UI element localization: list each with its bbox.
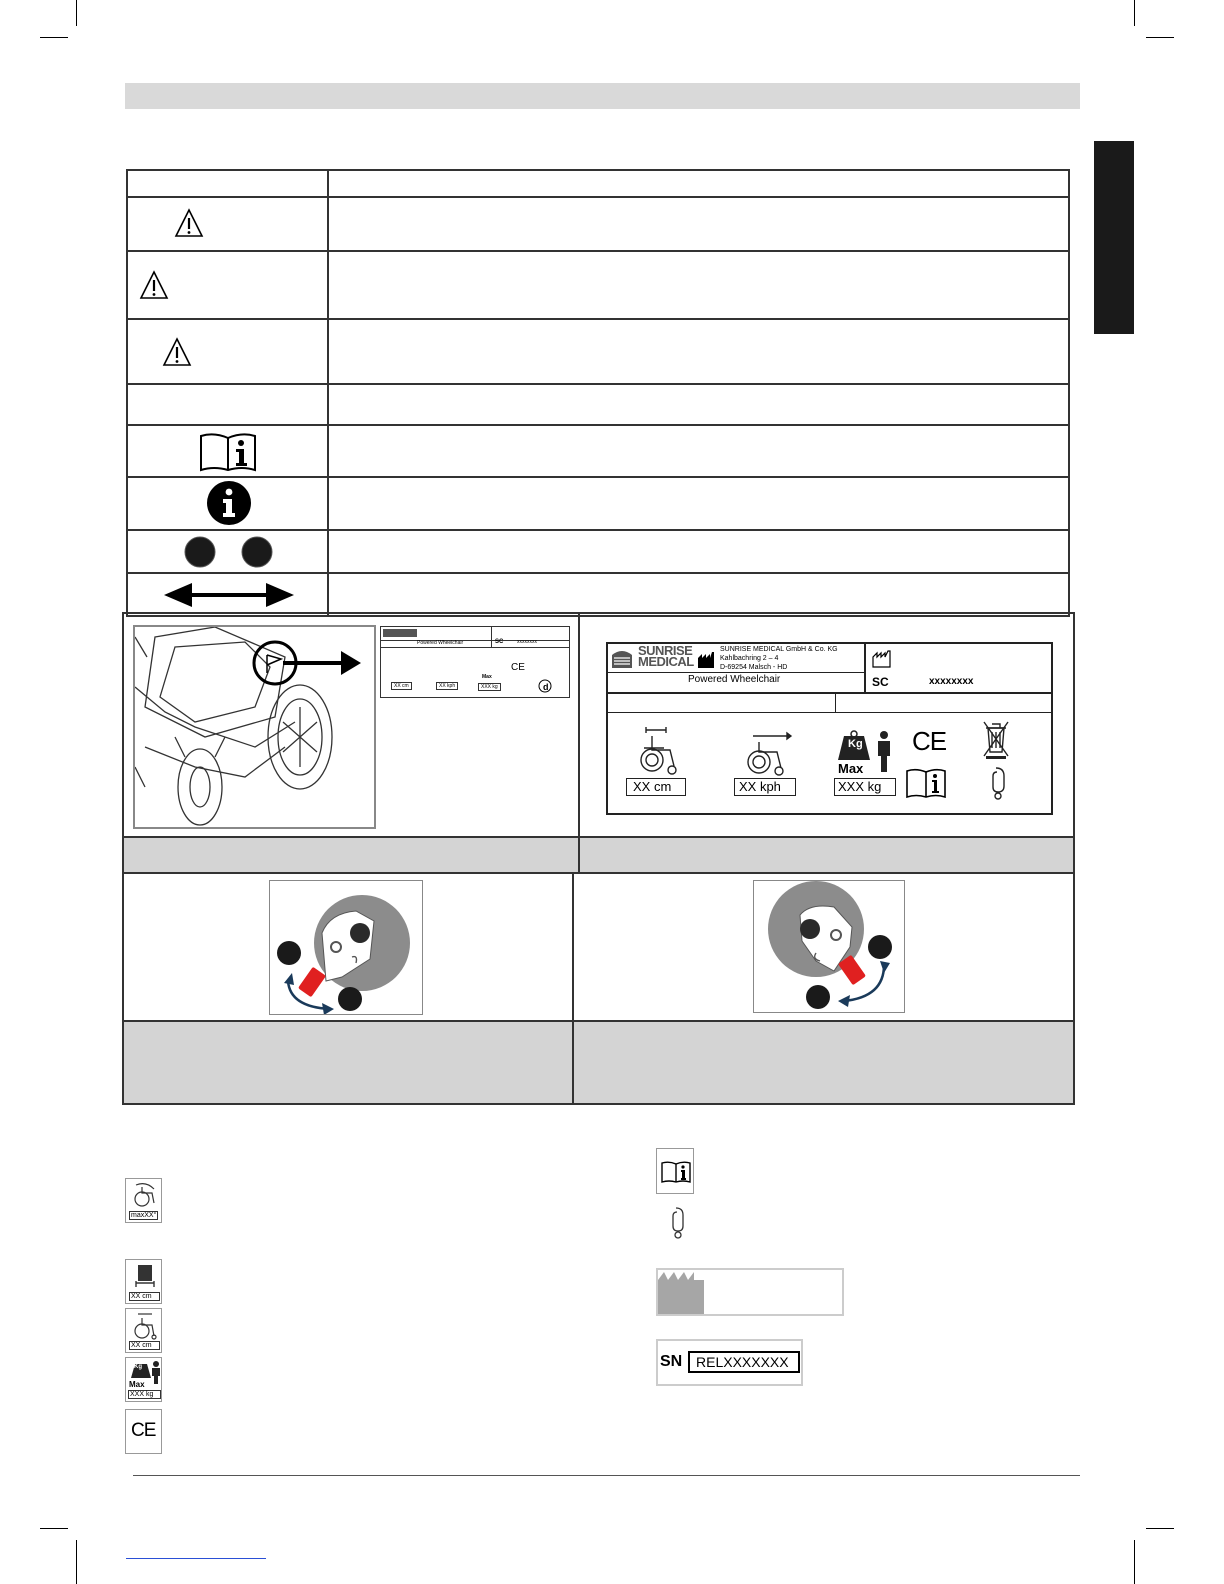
legend-wheelchair-width: [125, 1308, 162, 1353]
legend-max-slope: [125, 1178, 162, 1223]
brake-lever-right-illustration: [753, 880, 905, 1013]
max-label: Max: [482, 674, 492, 680]
width-value: XX cm: [626, 778, 686, 796]
crop-mark: [76, 0, 77, 26]
sc-value: xxxxxxxx: [517, 639, 537, 645]
manufacture-date-icon: [872, 650, 892, 668]
brake-lever-left-illustration: [269, 880, 423, 1015]
double-arrow-icon: [164, 582, 294, 608]
arrow-right-icon: [283, 648, 363, 678]
crop-mark: [40, 1528, 68, 1529]
ce-mark: CE: [912, 726, 947, 756]
legend-read-manual: [656, 1148, 694, 1194]
read-manual-icon: [906, 768, 946, 798]
product-name: Powered Wheelchair: [417, 640, 464, 646]
crop-mark: [1146, 37, 1174, 38]
width-value: XX cm: [391, 682, 412, 690]
figure-caption-strip: [122, 836, 580, 874]
warning-triangle-icon: [162, 337, 192, 367]
ce-mark: CE: [511, 662, 525, 673]
brand-logo: [383, 629, 417, 637]
read-manual-icon: [199, 432, 257, 472]
large-id-label: [606, 642, 1053, 815]
seat-width-caption: XX cm: [129, 1292, 160, 1301]
brand-line-1: SUNRISE: [638, 643, 693, 658]
max-slope-icon: [132, 1183, 158, 1209]
brake-lever-figure: [122, 872, 1075, 1022]
table-row: [127, 425, 1069, 477]
crash-test-hook-icon: [986, 766, 1010, 800]
symbols-table: [126, 169, 1070, 617]
manufacturer-factory-icon: [698, 652, 716, 668]
sn-label: SN: [660, 1353, 683, 1370]
kg-label: Kg: [848, 738, 863, 750]
crash-test-hook-icon: [668, 1206, 688, 1240]
info-circle-icon: [206, 480, 252, 526]
max-label: Max: [129, 1380, 145, 1389]
small-id-label: [380, 626, 570, 698]
footer-link[interactable]: [126, 1558, 266, 1559]
table-row: [127, 573, 1069, 616]
seat-width-icon: [134, 1263, 156, 1289]
section-header-bar: [125, 83, 1080, 109]
footer-rule: [133, 1475, 1080, 1476]
serial-number-box: [656, 1339, 803, 1386]
manufacturer-street: Kahlbachring 2 – 4: [720, 655, 779, 662]
manufacturer-name: SUNRISE MEDICAL GmbH & Co. KG: [720, 646, 838, 653]
warning-triangle-icon: [139, 270, 169, 300]
figure-divider: [578, 612, 580, 874]
crop-mark: [76, 1540, 77, 1584]
wheelchair-width-caption: XX cm: [129, 1341, 160, 1350]
table-row: [127, 384, 1069, 425]
product-name: Powered Wheelchair: [688, 674, 781, 685]
sc-label: SC: [872, 675, 889, 689]
legend-ce-mark: [125, 1409, 162, 1454]
table-row: [127, 197, 1069, 251]
speed-value: XX kph: [436, 682, 458, 690]
language-side-tab: [1094, 141, 1134, 334]
max-slope-caption: maxXX°: [131, 1212, 157, 1219]
ce-mark: CE: [131, 1420, 156, 1441]
numbered-callouts-icon: [183, 536, 275, 568]
table-row: [127, 477, 1069, 530]
figure-caption-strip: [572, 1020, 1075, 1105]
crop-mark: [40, 37, 68, 38]
figure-caption-strip: [578, 836, 1075, 874]
figure-caption-strip: [122, 1020, 574, 1105]
kg-label: Kg: [134, 1364, 142, 1370]
legend-max-weight: [125, 1357, 162, 1402]
read-manual-icon: [661, 1161, 691, 1183]
sc-value: xxxxxxxx: [929, 676, 974, 687]
manufacture-date-box: [656, 1268, 844, 1316]
wheelchair-width-icon: [638, 726, 678, 776]
max-weight-caption: XXX kg: [128, 1390, 161, 1399]
weight-value: XXX kg: [478, 683, 501, 691]
max-label: Max: [838, 761, 864, 776]
max-speed-icon: [743, 730, 801, 776]
crop-mark: [1134, 1540, 1135, 1584]
manufacturer-city: D-69254 Malsch - HD: [720, 664, 788, 671]
table-row: [127, 319, 1069, 384]
table-row: [127, 530, 1069, 573]
manufacture-date-icon: [658, 1270, 704, 1314]
brand-logo-icon: [611, 647, 633, 669]
instructions-icon: [538, 679, 552, 693]
weee-bin-icon: [982, 718, 1010, 760]
table-row: [127, 251, 1069, 319]
svg-text:d: d: [543, 682, 549, 692]
crop-mark: [1146, 1528, 1174, 1529]
brand-line-2: MEDICAL: [638, 654, 694, 669]
crop-mark: [1134, 0, 1135, 26]
table-header-row: [127, 170, 1069, 197]
sn-value: RELXXXXXXX: [688, 1351, 800, 1373]
speed-value: XX kph: [734, 778, 796, 796]
warning-triangle-icon: [174, 208, 204, 238]
sc-label: SC: [495, 639, 504, 645]
wheelchair-width-icon: [132, 1312, 158, 1340]
weight-value: XXX kg: [834, 778, 896, 796]
legend-seat-width: [125, 1259, 162, 1304]
